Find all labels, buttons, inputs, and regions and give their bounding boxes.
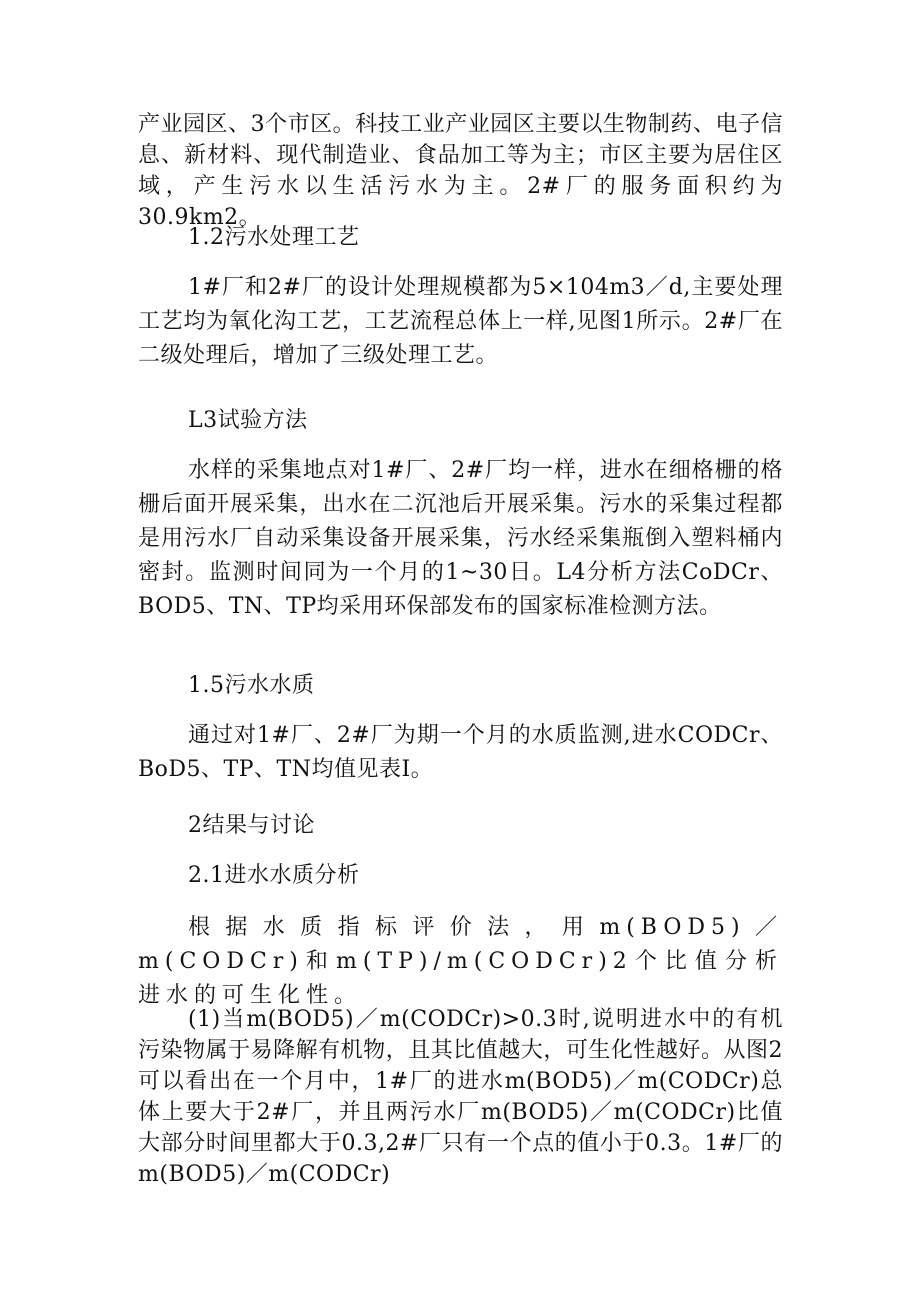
paragraph-evaluation-method: 根据水质指标评价法，用m(BOD5)／m(CODCr)和m(TP)/m(CODCr)2个比值分析进水的可生化性。 [138, 915, 783, 1008]
section-heading-1-2: 1.2污水处理工艺 [188, 225, 360, 250]
paragraph-treatment-process: 1#厂和2#厂的设计处理规模都为5×104m3／d,主要处理工艺均为氧化沟工艺，工艺流程总体上一样,见图1所示。2#厂在二级处理后，增加了三级处理工艺。 [138, 275, 783, 368]
paragraph-service-area: 产业园区、3个市区。科技工业产业园区主要以生物制药、电子信息、新材料、现代制造业、食品加工等为主；市区主要为居住区域，产生污水以生活污水为主。2#厂的服务面积约为30.9km2。 [138, 112, 783, 230]
paragraph-test-method: 水样的采集地点对1#厂、2#厂均一样，进水在细格栅的格栅后面开展采集，出水在二沉池后开展采集。污水的采集过程都是用污水厂自动采集设备开展采集，污水经采集瓶倒入塑料桶内密封。监测时间同为一个月的1~30日。L4分析方法CoDCr、BOD5、TN、TP均采用环保部发布的国家标准检测方法。 [138, 458, 783, 619]
section-heading-1-5: 1.5污水水质 [188, 673, 315, 698]
paragraph-biodegradability: (1)当m(BOD5)／m(CODCr)>0.3时,说明进水中的有机污染物属于易降解有机物，且其比值越大，可生化性越好。从图2可以看出在一个月中，1#厂的进水m(BOD5)／m(CODCr)总体上要大于2#厂，并且两污水厂m(BOD5)／m(CODCr)比值大部分时间里都大于0.3,2#厂只有一个点的值小于0.3。1#厂的m(BOD5)／m(CODCr) [138, 1007, 783, 1187]
section-heading-2: 2结果与讨论 [188, 813, 315, 838]
section-heading-2-1: 2.1进水水质分析 [188, 863, 360, 888]
section-heading-1-3: L3试验方法 [188, 408, 308, 433]
paragraph-water-quality: 通过对1#厂、2#厂为期一个月的水质监测,进水CODCr、BoD5、TP、TN均值见表I。 [138, 723, 783, 782]
